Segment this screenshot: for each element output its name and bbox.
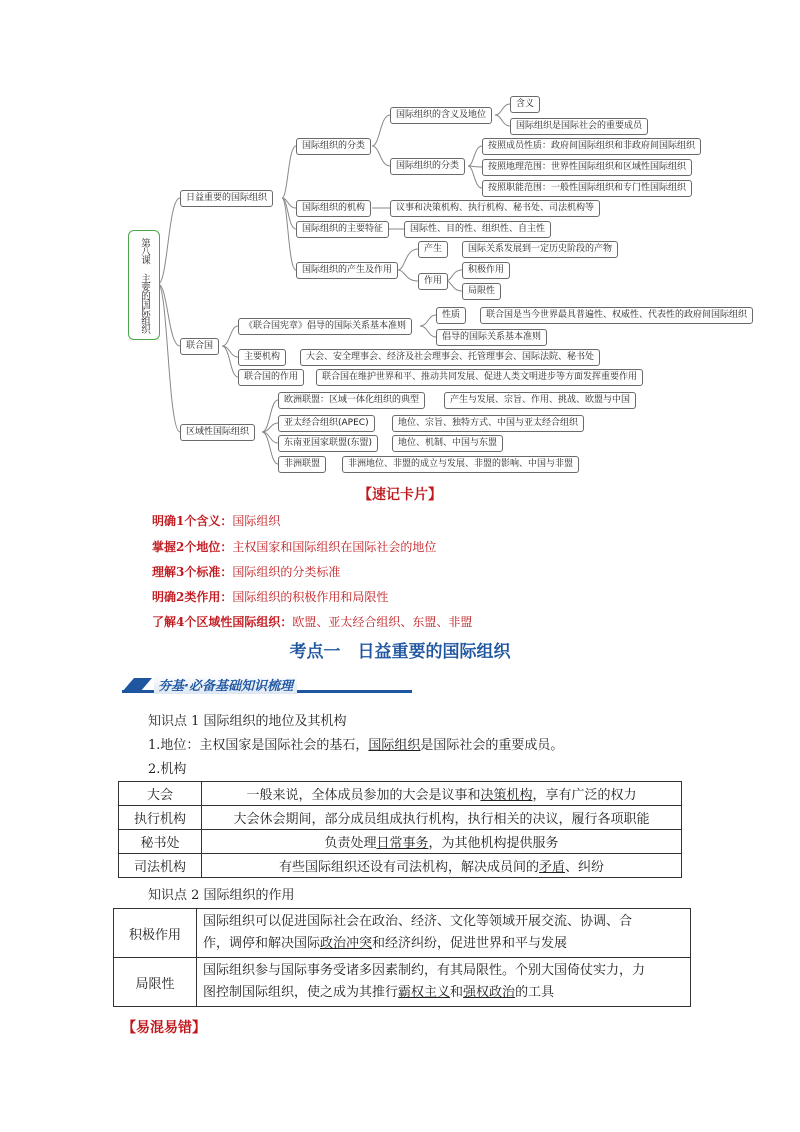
node-origin-text: 国际关系发展到一定历史阶段的产物 [462, 241, 618, 258]
node-feature-text: 国际性、目的性、组织性、自主性 [404, 221, 551, 238]
node-meaning-item-2: 国际组织是国际社会的重要成员 [510, 118, 648, 135]
card-item-1: 明确1个含义：国际组织 [152, 514, 281, 528]
node-meaning: 国际组织的含义及地位 [390, 107, 492, 124]
node-eu-text: 产生与发展、宗旨、作用、挑战、欧盟与中国 [444, 392, 636, 409]
node-apec-text: 地位、宗旨、独特方式、中国与亚太经合组织 [392, 415, 584, 432]
section-title: 考点一 日益重要的国际组织 [289, 642, 511, 662]
node-charter: 《联合国宪章》倡导的国际关系基本准则 [238, 318, 412, 335]
node-class: 国际组织的分类 [390, 158, 465, 175]
card-item-5: 了解4个区域性国际组织：欧盟、亚太经合组织、东盟、非盟 [152, 615, 473, 629]
table-row: 秘书处 负责处理日常事务，为其他机构提供服务 [119, 830, 682, 854]
k1-table [118, 781, 682, 878]
table-row: 积极作用 国际组织可以促进国际社会在政治、经济、文化等领域开展交流、协调、合 作，调停和解决国际政治冲突和经济纠纷，促进世界和平与发展 [114, 909, 691, 958]
card-item-2: 掌握2个地位：主权国家和国际组织在国际社会的地位 [152, 540, 437, 554]
k1-title: 知识点 1 国际组织的地位及其机构 [148, 714, 347, 729]
node-main-org: 主要机构 [238, 349, 286, 366]
node-nature-text: 联合国是当今世界最具普遍性、权威性、代表性的政府间国际组织 [480, 307, 753, 324]
table-row: 局限性 国际组织参与国际事务受诸多因素制约，有其局限性。个别大国倚仗实力，力 图控制国际组织，使之成为其推行霸权主义和强权政治的工具 [114, 958, 691, 1007]
node-un-role-text: 联合国在维护世界和平、推动共同发展、促进人类文明进步等方面发挥重要作用 [316, 369, 643, 386]
node-class-item-1: 按照成员性质：政府间国际组织和非政府间国际组织 [482, 138, 701, 155]
node-eu: 欧洲联盟：区域一体化组织的典型 [278, 392, 425, 409]
node-apec: 亚太经合组织(APEC) [278, 415, 375, 432]
section-banner [122, 676, 412, 696]
node-meaning-item-1: 含义 [510, 96, 540, 113]
table-row: 执行机构 大会休会期间，部分成员组成执行机构，执行相关的决议，履行各项职能 [119, 806, 682, 830]
node-class-item-2: 按照地理范围：世界性国际组织和区域性国际组织 [482, 159, 692, 176]
banner-text: 夯基·必备基础知识梳理 [154, 675, 297, 694]
table-row: 司法机构 有些国际组织还设有司法机构，解决成员间的矛盾、纠纷 [119, 854, 682, 878]
k2-title: 知识点 2 国际组织的作用 [148, 888, 295, 903]
mindmap-branch-international-orgs: 日益重要的国际组织 [180, 190, 273, 207]
node-origin-label: 产生 [418, 241, 448, 258]
node-au-text: 非洲地位、非盟的成立与发展、非盟的影响、中国与非盟 [342, 456, 579, 473]
mindmap-root: 第八课 主要的国际组织 [128, 230, 160, 340]
node-feature: 国际组织的主要特征 [296, 221, 389, 238]
node-principle: 倡导的国际关系基本准则 [436, 329, 547, 346]
node-origin: 国际组织的产生及作用 [296, 262, 398, 279]
card-item-3: 理解3个标准：国际组织的分类标准 [152, 565, 341, 579]
card-title: 【速记卡片】 [358, 487, 442, 503]
mindmap-branch-un: 联合国 [180, 338, 219, 355]
mindmap-branch-regional: 区域性国际组织 [180, 424, 255, 441]
node-main-org-text: 大会、安全理事会、经济及社会理事会、托管理事会、国际法院、秘书处 [300, 349, 600, 366]
node-au: 非洲联盟 [278, 456, 326, 473]
node-asean: 东南亚国家联盟(东盟) [278, 435, 378, 452]
node-role-label: 作用 [418, 273, 448, 290]
table-row: 大会 一般来说，全体成员参加的大会是议事和决策机构，享有广泛的权力 [119, 782, 682, 806]
card-item-4: 明确2类作用：国际组织的积极作用和局限性 [152, 590, 389, 604]
k2-table [113, 908, 691, 1007]
node-role-item-2: 局限性 [462, 283, 501, 300]
node-role-item-1: 积极作用 [462, 262, 510, 279]
node-asean-text: 地位、机制、中国与东盟 [392, 435, 503, 452]
node-org: 国际组织的机构 [296, 200, 371, 217]
k1-org-title: 2.机构 [148, 762, 187, 777]
footer-label: 【易混易错】 [122, 1020, 206, 1036]
node-un-role: 联合国的作用 [238, 369, 304, 386]
node-class-item-3: 按照职能范围：一般性国际组织和专门性国际组织 [482, 180, 692, 197]
k1-status: 1.地位：主权国家是国际社会的基石，国际组织是国际社会的重要成员。 [148, 738, 564, 753]
node-nature-label: 性质 [436, 307, 466, 324]
node-classify: 国际组织的分类 [296, 138, 371, 155]
node-org-text: 议事和决策机构、执行机构、秘书处、司法机构等 [390, 200, 600, 217]
